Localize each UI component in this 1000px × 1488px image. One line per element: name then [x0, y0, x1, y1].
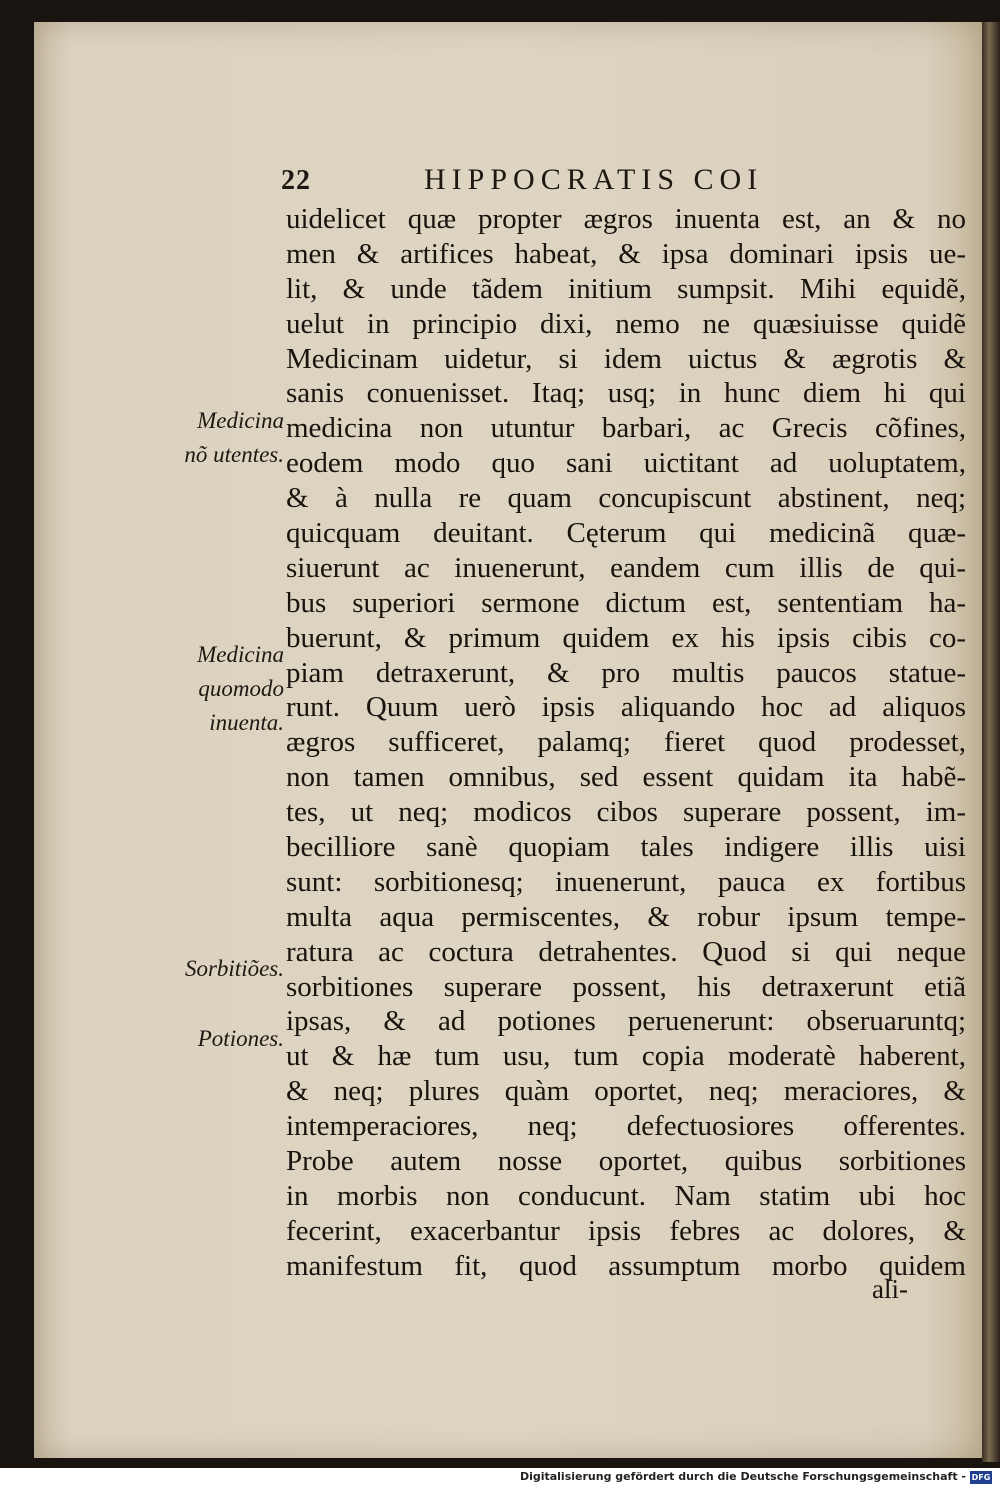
margin-note-medicina-non-utentes: [154, 404, 284, 472]
text-line: quicquam deuitant. Cęterum qui medicinã quæ-: [286, 517, 966, 550]
margin-note-line: nõ utentes.: [184, 442, 284, 467]
text-line: ipsas, & ad potiones peruenerunt: obseruaruntq;: [286, 1005, 966, 1038]
page-header-title: HIPPOCRATIS COI: [424, 163, 764, 196]
text-line: sunt: sorbitionesq; inuenerunt, pauca ex fortibus: [286, 865, 966, 898]
text-line: & neq; plures quàm oportet, neq; meraciores, &: [286, 1075, 966, 1108]
digitization-footer: [0, 1468, 1000, 1488]
catchword: ali-: [872, 1274, 908, 1304]
book-page: [34, 22, 982, 1458]
text-line: siuerunt ac inuenerunt, eandem cum illis de qui-: [286, 551, 966, 584]
text-line: lit, & unde tãdem initium sumpsit. Mihi equidẽ,: [286, 272, 966, 305]
margin-note-line: Medicina: [197, 408, 284, 433]
text-line: bus superiori sermone dictum est, sententiam ha-: [286, 586, 966, 619]
text-line: men & artifices habeat, & ipsa dominari ipsis ue-: [286, 237, 966, 270]
margin-note-line: quomodo: [198, 676, 284, 701]
text-line: tes, ut neq; modicos cibos superare possent, im-: [286, 796, 966, 829]
margin-note-line: Potiones.: [197, 1026, 284, 1051]
text-line: Medicinam uidetur, si idem uictus & ægrotis &: [286, 342, 966, 375]
text-line: multa aqua permiscentes, & robur ipsum tempe-: [286, 900, 966, 933]
text-line: sanis conuenisset. Itaq; usq; in hunc diem hi qui: [286, 377, 966, 410]
book-edge: [982, 22, 1000, 1462]
margin-note-potiones: [154, 1022, 284, 1056]
text-line: & à nulla re quam concupiscunt abstinent, neq;: [286, 482, 966, 515]
text-line: ratura ac coctura detrahentes. Quod si qui neque: [286, 935, 966, 968]
body-text: [286, 202, 966, 1284]
running-head: [34, 159, 982, 199]
text-line: Probe autem nosse oportet, quibus sorbitiones: [286, 1145, 966, 1178]
text-line: fecerint, exacerbantur ipsis febres ac dolores, &: [286, 1214, 966, 1247]
margin-note-line: Medicina: [197, 642, 284, 667]
text-line: runt. Quum uerò ipsis aliquando hoc ad aliquos: [286, 691, 966, 724]
text-line: sorbitiones superare possent, his detraxerunt etiã: [286, 970, 966, 1003]
text-line: buerunt, & primum quidem ex his ipsis cibis co-: [286, 621, 966, 654]
margin-note-medicina-inuenta: [154, 638, 284, 740]
text-line: manifestum fit, quod assumptum morbo quidem: [286, 1249, 966, 1282]
text-line: becilliore sanè quopiam tales indigere illis uisi: [286, 831, 966, 864]
text-line: uelut in principio dixi, nemo ne quæsiuisse quidẽ: [286, 307, 966, 340]
text-line: uidelicet quæ propter ægros inuenta est, an & no: [286, 203, 966, 235]
text-line: intemperaciores, neq; defectuosiores offerentes.: [286, 1110, 966, 1143]
margin-note-line: inuenta.: [209, 710, 284, 735]
page-number: 22: [281, 165, 311, 196]
dfg-logo-icon: DFG: [971, 1473, 991, 1482]
text-line: eodem modo quo sani uictitant ad uoluptatem,: [286, 447, 966, 480]
text-line: ægros sufficeret, palamq; fieret quod prodesset,: [286, 726, 966, 759]
text-line: medicina non utuntur barbari, ac Grecis cõfines,: [286, 412, 966, 445]
text-line: non tamen omnibus, sed essent quidam ita habẽ-: [286, 761, 966, 794]
funding-credit: Digitalisierung gefördert durch die Deutsche Forschungsgemeinschaft -: [519, 1470, 966, 1483]
text-line: piam detraxerunt, & pro multis paucos statue-: [286, 656, 966, 689]
text-line: ut & hæ tum usu, tum copia moderatè haberent,: [286, 1040, 966, 1073]
margin-note-sorbitiones: [154, 952, 284, 986]
margin-note-line: Sorbitiões.: [184, 956, 284, 981]
text-line: in morbis non conducunt. Nam statim ubi hoc: [286, 1179, 966, 1212]
